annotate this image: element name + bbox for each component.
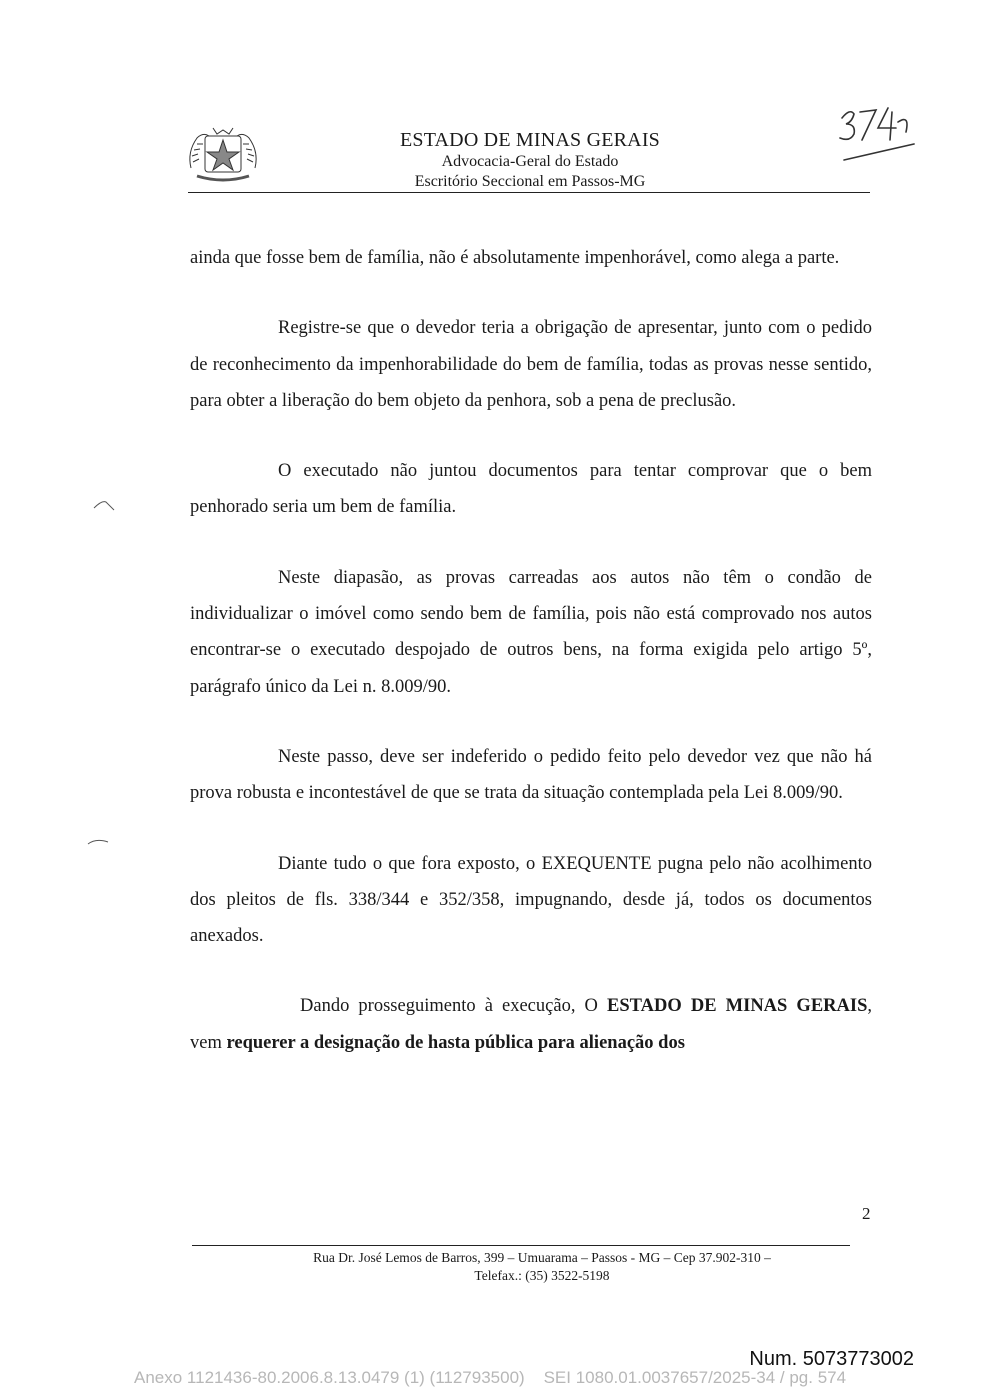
paragraph-3: O executado não juntou documentos para tentar comprovar que o bem penhorado seria um bem de família. [190,461,872,518]
footer [192,1249,892,1285]
paragraph-7 [190,988,872,1061]
margin-mark-2 [86,836,110,848]
page-number: 2 [862,1204,871,1223]
letterhead-office: Escritório Seccional em Passos-MG [414,173,646,190]
paragraph-7-state-name: ESTADO DE MINAS GERAIS [607,996,868,1017]
paragraph-7-part-c: , vem [190,996,872,1053]
handwritten-folio-number [832,98,922,170]
letterhead-subtitle: Advocacia-Geral do Estado [441,153,619,170]
letterhead [300,128,760,192]
document-metadata-stamp [134,1368,846,1388]
paragraph-1: ainda que fosse bem de família, não é absolutamente impenhorável, como alega a parte. [190,248,840,268]
paragraph-2: Registre-se que o devedor teria a obrigação de apresentar, junto com o pedido de reconhecimento da impenhorabilidade do bem de família, todas as provas nesse sentido, para obter a liberação do bem objeto da penhora, sob a pena de preclusão. [190,318,872,411]
document-number-stamp: Num. 5073773002 [749,1348,914,1370]
coat-of-arms-seal-icon [183,122,263,186]
paragraph-5: Neste passo, deve ser indeferido o pedido feito pelo devedor vez que não há prova robusta e incontestável de que se trata da situação contemplada pela Lei 8.009/90. [190,746,872,804]
paragraph-7-request: requerer a designação de hasta pública para alienação dos [226,1032,685,1053]
paragraph-4: Neste diapasão, as provas carreadas aos autos não têm o condão de individualizar o imóvel como sendo bem de família, pois não está comprovado nos autos encontrar-se o executado despojado de outros bens, na forma exigida pelo artigo 5º, parágrafo único da Lei n. 8.009/90. [190,567,872,697]
footer-divider [192,1245,850,1246]
footer-address: Rua Dr. José Lemos de Barros, 399 – Umuarama – Passos - MG – Cep 37.902-310 – [313,1250,771,1265]
footer-phone: Telefax.: (35) 3522-5198 [474,1268,610,1283]
header-divider [188,192,870,193]
sei-reference: SEI 1080.01.0037657/2025-34 / pg. 574 [543,1368,847,1387]
margin-mark-1 [92,498,120,514]
document-body [190,240,872,1095]
letterhead-title: ESTADO DE MINAS GERAIS [399,129,661,151]
annex-reference: Anexo 1121436-80.2006.8.13.0479 (1) (112793500) [134,1368,525,1387]
paragraph-6: Diante tudo o que fora exposto, o EXEQUENTE pugna pelo não acolhimento dos pleitos de fls. 338/344 e 352/358, impugnando, desde já, todos os documentos anexados. [190,853,872,947]
paragraph-7-part-a: Dando prosseguimento à execução, O [300,996,608,1017]
